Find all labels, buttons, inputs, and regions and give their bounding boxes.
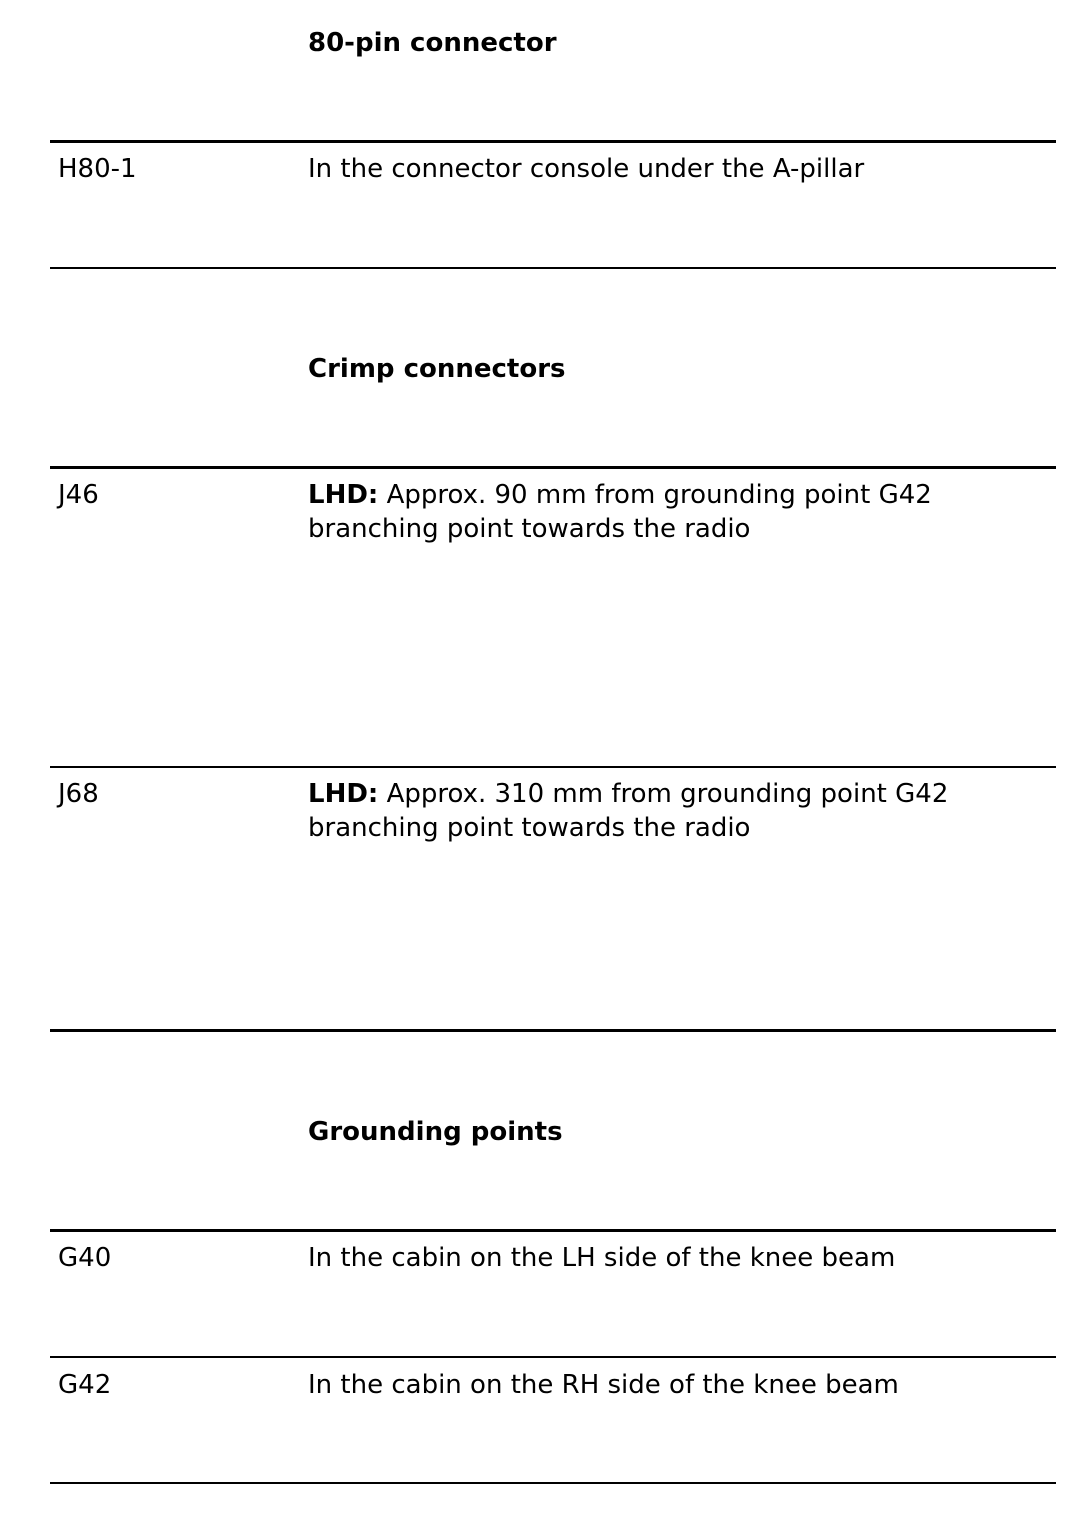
table-rule — [50, 1482, 1056, 1484]
row-code: G42 — [58, 1370, 112, 1400]
row-description — [308, 777, 1048, 845]
table-rule — [50, 1029, 1056, 1032]
row-description: In the cabin on the RH side of the knee beam — [308, 1370, 899, 1400]
row-code: J68 — [58, 779, 99, 809]
row-code: G40 — [58, 1243, 112, 1273]
row-code: J46 — [58, 480, 99, 510]
row-text: Approx. 310 mm from grounding point G42 branching point towards the radio — [308, 779, 949, 843]
row-description — [308, 478, 1048, 546]
row-code: H80-1 — [58, 154, 137, 184]
table-rule — [50, 267, 1056, 269]
table-rule — [50, 140, 1056, 143]
row-description: In the cabin on the LH side of the knee beam — [308, 1243, 896, 1273]
section-heading: Crimp connectors — [308, 354, 566, 384]
section-heading: 80-pin connector — [308, 28, 557, 58]
table-rule — [50, 1356, 1056, 1358]
row-prefix: LHD: — [308, 779, 379, 809]
table-rule — [50, 1229, 1056, 1232]
table-rule — [50, 766, 1056, 768]
section-heading: Grounding points — [308, 1117, 563, 1147]
row-text: Approx. 90 mm from grounding point G42 branching point towards the radio — [308, 480, 932, 544]
row-prefix: LHD: — [308, 480, 379, 510]
table-rule — [50, 466, 1056, 469]
row-description: In the connector console under the A-pillar — [308, 154, 865, 184]
